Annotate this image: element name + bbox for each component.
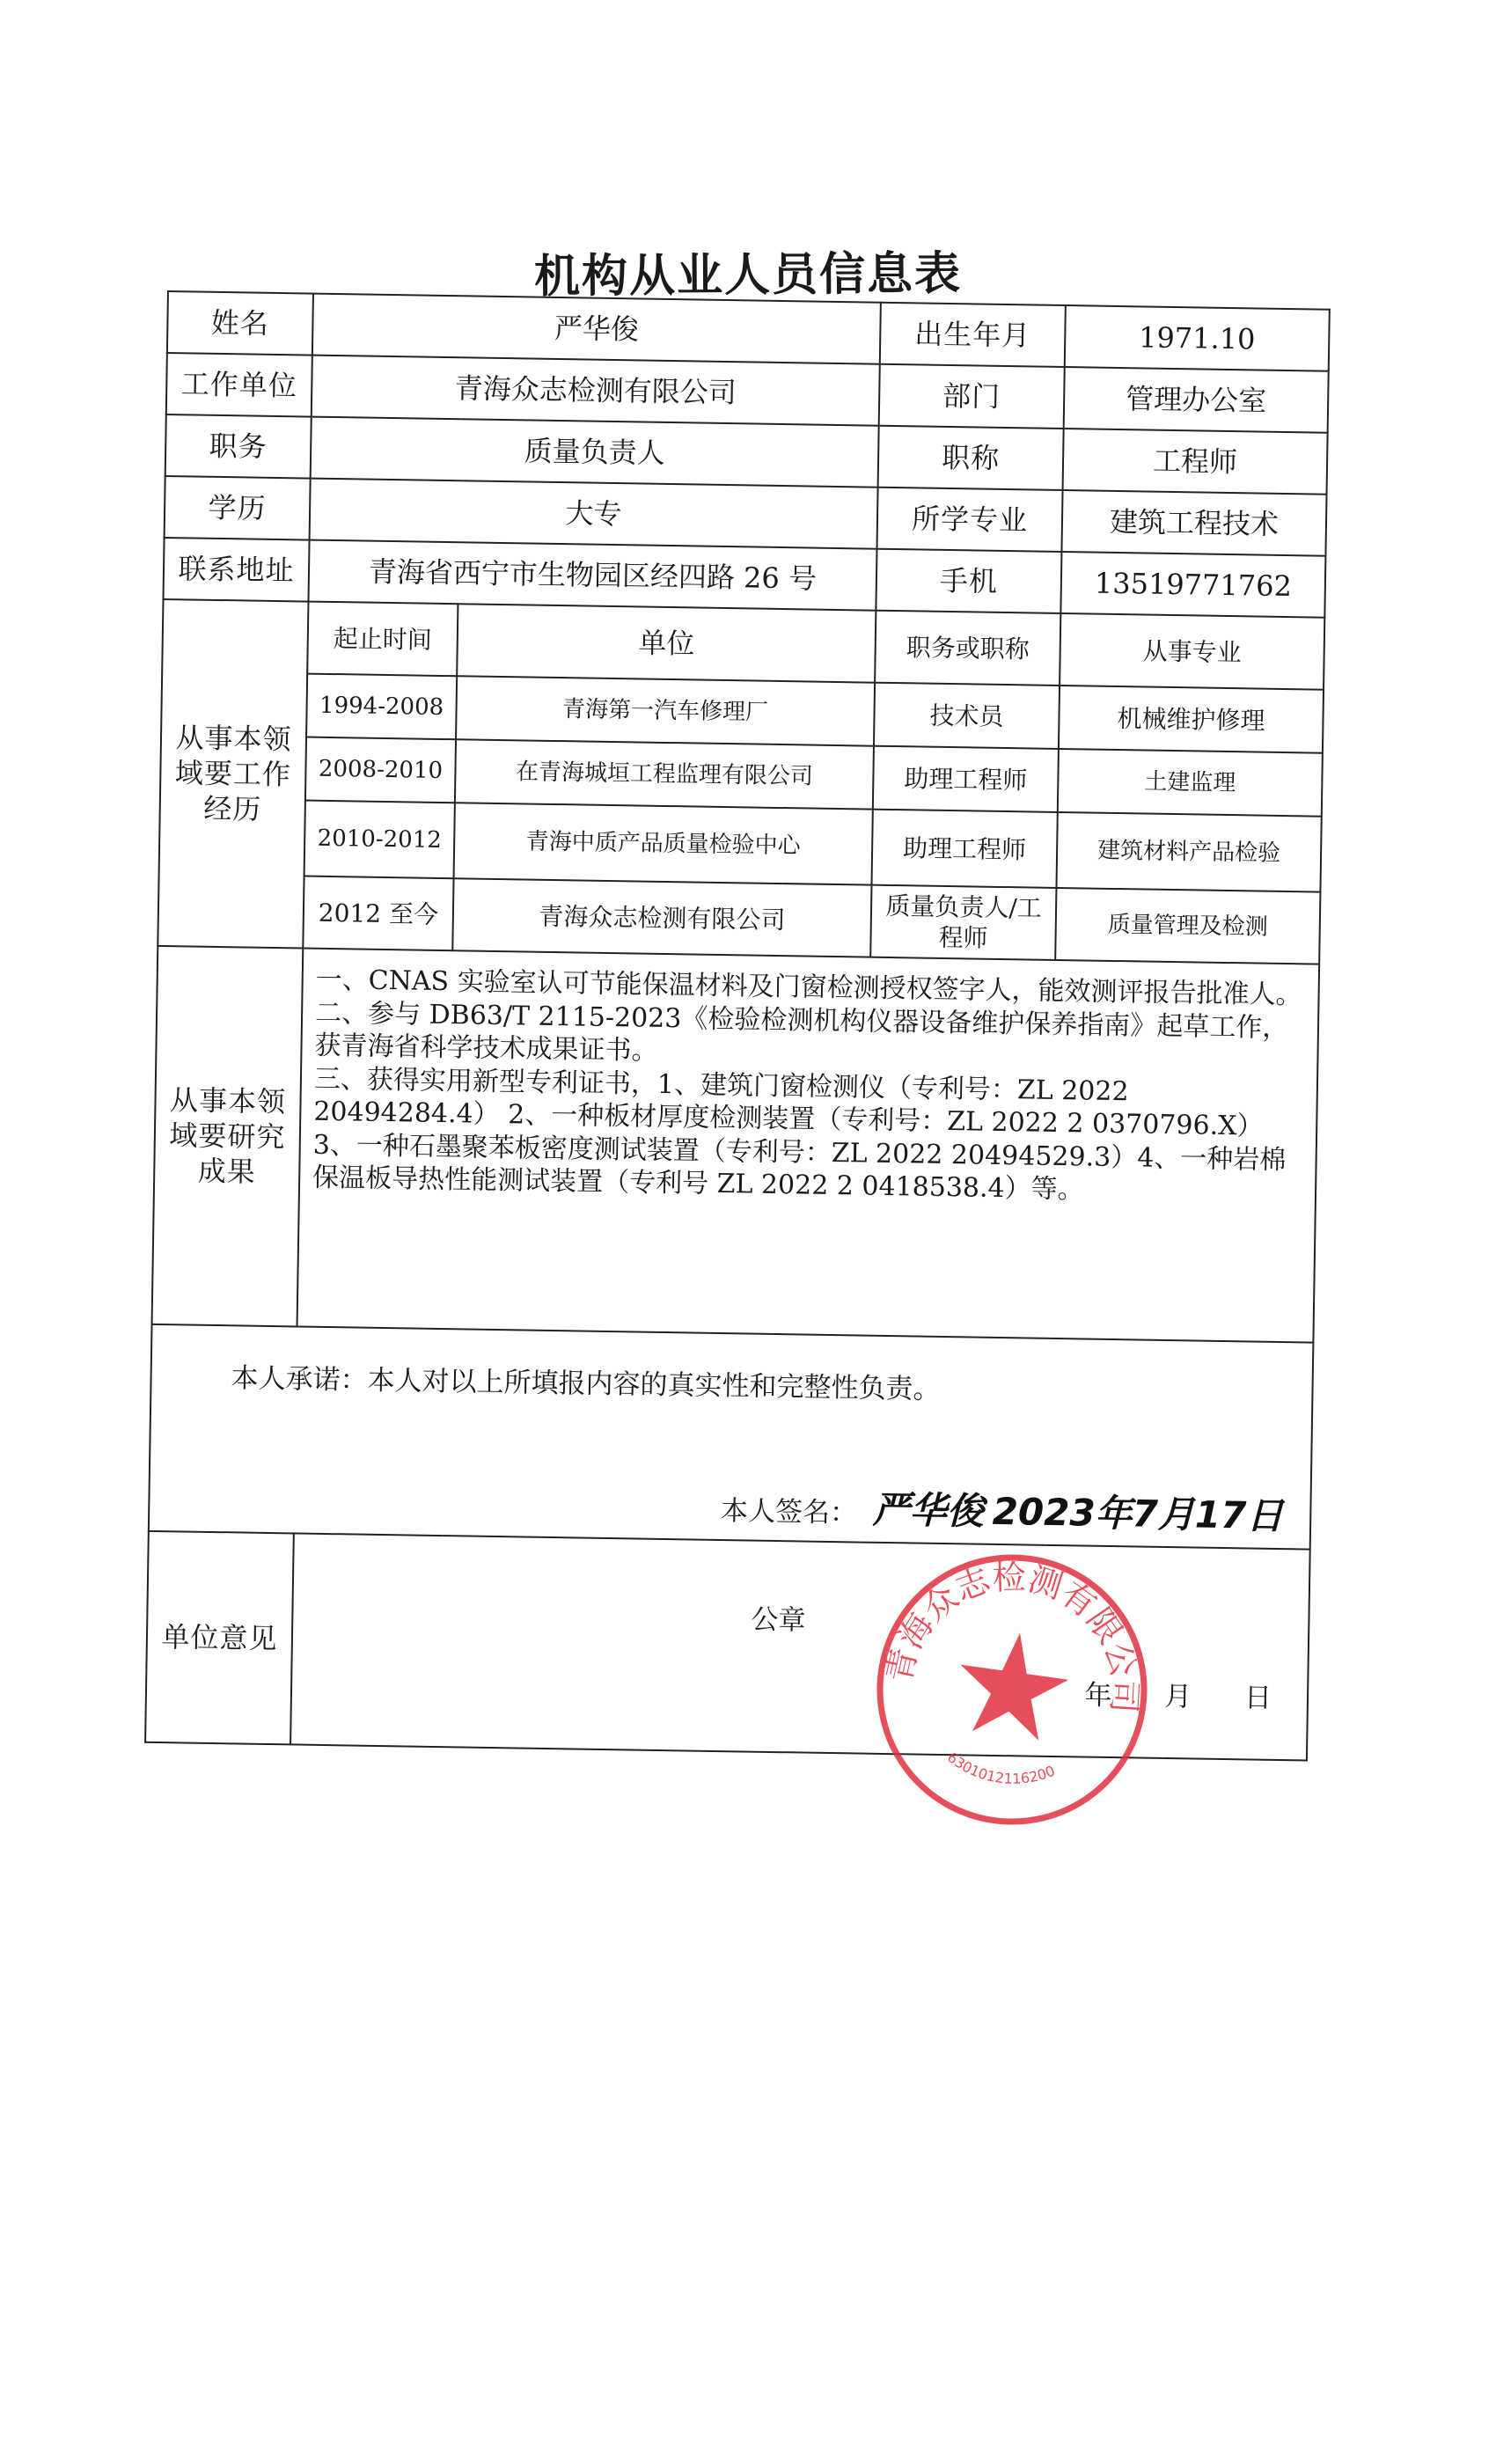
- label-mobile: 手机: [876, 549, 1061, 613]
- form-sheet: [144, 290, 1329, 1770]
- label-education: 学历: [165, 476, 311, 540]
- value-major: 建筑工程技术: [1061, 490, 1326, 556]
- date-year: 年: [1084, 1679, 1112, 1712]
- label-birth: 出生年月: [880, 303, 1066, 367]
- history-header-period: 起止时间: [307, 602, 458, 677]
- research-item: 一、CNAS 实验室认可节能保温材料及门窗检测授权签字人，能效测评报告批准人。: [315, 964, 1302, 1011]
- research-content: [297, 949, 1320, 1343]
- history-field: 建筑材料产品检验: [1056, 812, 1321, 892]
- history-field: 质量管理及检测: [1055, 888, 1320, 964]
- history-role: 助理工程师: [872, 810, 1058, 888]
- history-unit: 在青海城垣工程监理有限公司: [455, 739, 874, 809]
- pledge-cell: [149, 1324, 1314, 1550]
- history-header-field: 从事专业: [1060, 613, 1324, 690]
- label-name: 姓名: [167, 291, 313, 356]
- value-department: 管理办公室: [1064, 367, 1329, 433]
- value-mobile: 13519771762: [1060, 552, 1325, 618]
- value-position: 质量负责人: [311, 417, 879, 488]
- history-field: 土建监理: [1058, 749, 1323, 817]
- history-field: 机械维护修理: [1059, 686, 1324, 753]
- signature-line: [721, 1485, 1284, 1540]
- history-header-unit: 单位: [457, 604, 876, 682]
- value-job-title: 工程师: [1063, 429, 1328, 495]
- value-education: 大专: [310, 479, 878, 549]
- history-period: 2012 至今: [303, 876, 453, 951]
- research-item: 二、参与 DB63/T 2115-2023《检验检测机构仪器设备维护保养指南》起草工作，获青海省科学技术成果证书。: [314, 997, 1289, 1067]
- seal-code: 6301012116200: [943, 1749, 1058, 1787]
- seal-text: 青海众志检测有限公司: [879, 1558, 1145, 1715]
- research-item: 三、获得实用新型专利证书，1、建筑门窗检测仪（专利号：ZL 2022 20494284.4） 2、一种板材厚度检测装置（专利号：ZL 2022 2 0370796.X） 3、一种石墨聚苯板密度测试装置（专利号：ZL 2022 20494529.3）4、一种岩棉保温板导热性能测试装置（专利号 ZL 2022 2 0418538.4）等。: [312, 1063, 1287, 1206]
- value-birth: 1971.10: [1065, 305, 1330, 371]
- label-department: 部门: [879, 364, 1065, 429]
- value-name: 严华俊: [312, 294, 881, 364]
- history-unit: 青海第一汽车修理厂: [456, 676, 875, 745]
- label-unit-opinion: 单位意见: [145, 1531, 294, 1745]
- info-table: [144, 290, 1331, 1762]
- history-role: 助理工程师: [873, 746, 1059, 812]
- history-header-role: 职务或职称: [875, 611, 1060, 686]
- research-row: [152, 946, 1320, 1343]
- history-period: 2010-2012: [304, 801, 455, 879]
- handwritten-name: 严华俊: [872, 1487, 985, 1533]
- label-employer: 工作单位: [166, 353, 312, 417]
- history-role: 技术员: [874, 683, 1060, 749]
- date-month: 月: [1163, 1680, 1192, 1713]
- label-address: 联系地址: [163, 538, 309, 602]
- history-role: 质量负责人/工程师: [870, 885, 1056, 960]
- form-title: 机构从业人员信息表: [533, 246, 963, 304]
- history-period: 1994-2008: [306, 674, 457, 740]
- company-seal-icon: [853, 1530, 1170, 1848]
- handwritten-date: 2023年7月17日: [992, 1489, 1284, 1537]
- label-job-title: 职称: [878, 426, 1064, 490]
- date-day: 日: [1243, 1682, 1272, 1714]
- seal-label: 公章: [751, 1603, 806, 1637]
- pledge-row: [149, 1324, 1314, 1550]
- signature-label: 本人签名：: [720, 1494, 858, 1529]
- history-period: 2008-2010: [305, 737, 456, 803]
- value-employer: 青海众志检测有限公司: [312, 356, 880, 426]
- history-unit: 青海众志检测有限公司: [452, 878, 871, 957]
- value-address: 青海省西宁市生物园区经四路 26 号: [308, 540, 876, 611]
- label-research: 从事本领域要研究成果: [152, 946, 304, 1327]
- pledge-text: 本人承诺：本人对以上所填报内容的真实性和完整性负责。: [231, 1362, 941, 1405]
- label-major: 所学专业: [877, 488, 1063, 552]
- svg-text:6301012116200: [942, 1748, 1059, 1794]
- history-unit: 青海中质产品质量检验中心: [454, 803, 873, 884]
- label-work-history: 从事本领域要工作经历: [158, 599, 308, 949]
- label-position: 职务: [165, 414, 312, 479]
